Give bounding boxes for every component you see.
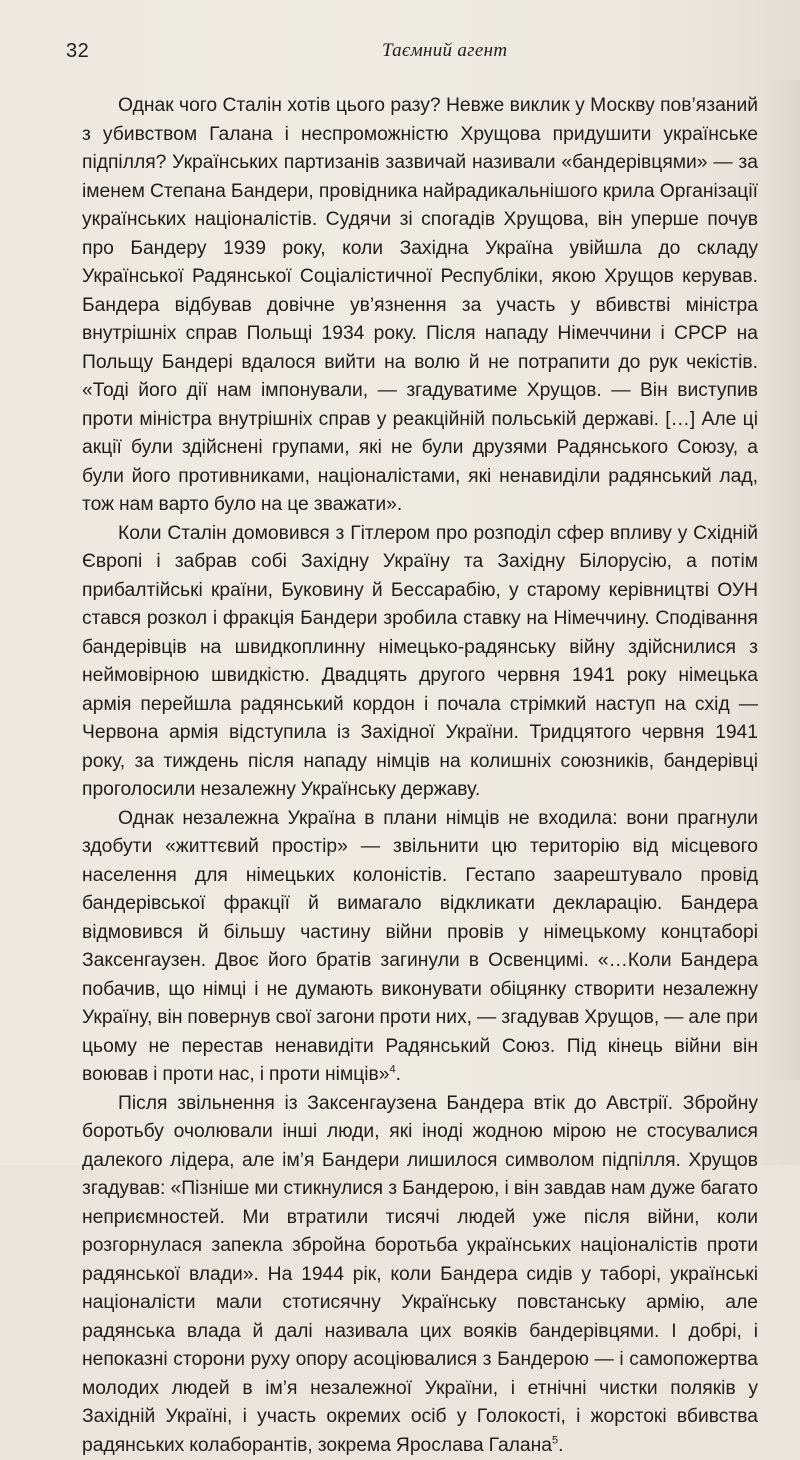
footnote-marker: 5 xyxy=(552,1434,558,1446)
paragraph: Однак незалежна Україна в плани німців не входила: вони прагнули здобути «життєвий простір» — звільнити цю територію від місцевого населення для німецьких колоністів. Гестапо заарештувало провід бандерівської фракції й вимагало відкликати декларацію. Бандера відмовився й більшу частину війни провів у німецькому концтаборі Заксенгаузен. Двоє його братів загинули в Освенцимі. «…Коли Бандера побачив, що німці і не думають виконувати обіцянку створити незалежну Україну, він повернув свої загони проти них, — згадував Хрущов, — але при цьому не перестав ненавидіти Радянський Союз. Під кінець війни він воював і проти нас, і проти німців»$^4$. xyxy=(82,805,758,1090)
page-header xyxy=(52,38,760,70)
page-edge-shade xyxy=(766,80,800,1080)
paragraph-text: Після звільнення із Заксенгаузена Бандера втік до Австрії. Збройну боротьбу очолювали інші люди, які іноді жодною мірою не стосувалися далекого лідера, але ім’я Бандери лишилося символом підпілля. Хрущов згадував: «Пізніше ми стикнулися з Бандерою, і він завдав нам дуже багато неприємностей. Ми втратили тисячі людей уже після війни, коли розгорнулася запекла збройна боротьба українських націоналістів проти радянської влади». На 1944 рік, коли Бандера сидів у таборі, українські націоналісти мали стотисячну Українську повстанську армію, але радянська влада й далі називала цих вояків бандерівцями. І добрі, і непоказні сторони руху опору асоціювалися з Бандерою — і самопожертва молодих людей в ім’я незалежної України, і етнічні чистки поляків у Західній Україні, і участь окремих осіб у Голокості, і жорстокі вбивства радянських колаборантів, зокрема Ярослава Галана xyxy=(82,1093,758,1456)
paragraph: Після звільнення із Заксенгаузена Бандера втік до Австрії. Збройну боротьбу очолювали інші люди, які іноді жодною мірою не стосувалися далекого лідера, але ім’я Бандери лишилося символом підпілля. Хрущов згадував: «Пізніше ми стикнулися з Бандерою, і він завдав нам дуже багато неприємностей. Ми втратили тисячі людей уже після війни, коли розгорнулася запекла збройна боротьба українських націоналістів проти радянської влади». На 1944 рік, коли Бандера сидів у таборі, українські націоналісти мали стотисячну Українську повстанську армію, але радянська влада й далі називала цих вояків бандерівцями. І добрі, і непоказні сторони руху опору асоціювалися з Бандерою — і самопожертва молодих людей в ім’я незалежної України, і етнічні чистки поляків у Західній Україні, і участь окремих осіб у Голокості, і жорстокі вбивства радянських колаборантів, зокрема Ярослава Галана$^5$. xyxy=(82,1090,758,1460)
paragraph-text: Однак чого Сталін хотів цього разу? Невже виклик у Москву пов’язаний з убивством Галана і неспроможністю Хрущова придушити українське підпілля? Українських партизанів зазвичай називали «бандерівцями» — за іменем Степана Бандери, провідника найрадикальнішого крила Організації українських націоналістів. Судячи зі спогадів Хрущова, він уперше почув про Бандеру 1939 року, коли Західна Україна увійшла до складу Української Радянської Соціалістичної Республіки, якою Хрущов керував. Бандера відбував довічне ув’язнення за участь у вбивстві міністра внутрішніх справ Польщі 1934 року. Після нападу Німеччини і СРСР на Польщу Бандері вдалося вийти на волю й не потрапити до рук чекістів. «Тоді його дії нам імпонували, — згадуватиме Хрущов. — Він виступив проти міністра внутрішніх справ у реакційній польській державі. […] Але ці акції були здійснені групами, які не були друзями Радянського Союзу, а були його противниками, націоналістами, які ненавиділи радянський лад, тож нам варто було на це зважати». xyxy=(82,95,758,515)
paragraph xyxy=(82,520,758,805)
paragraph xyxy=(82,92,758,520)
paragraph-text: Коли Сталін домовився з Гітлером про розподіл сфер впливу у Східній Європі і забрав собі Західну Україну та Західну Білорусію, а потім прибалтійські країни, Буковину й Бессарабію, у старому керівництві ОУН стався розкол і фракція Бандери зробила ставку на Німеччину. Сподівання бандерівців на швидкоплинну німецько-радянську війну здійснилися з неймовірною швидкістю. Двадцять другого червня 1941 року німецька армія перейшла радянський кордон і почала стрімкий наступ на схід — Червона армія відступила із Західної України. Тридцятого червня 1941 року, за тиждень після нападу німців на колишніх союзників, бандерівці проголосили незалежну Українську державу. xyxy=(82,523,758,801)
footnote-marker: 4 xyxy=(390,1064,396,1076)
paragraph-text: Однак незалежна Україна в плани німців не входила: вони прагнули здобути «життєвий простір» — звільнити цю територію від місцевого населення для німецьких колоністів. Гестапо заарештувало провід бандерівської фракції й вимагало відкликати декларацію. Бандера відмовився й більшу частину війни провів у німецькому концтаборі Заксенгаузен. Двоє його братів загинули в Освенцимі. «…Коли Бандера побачив, що німці і не думають виконувати обіцянку створити незалежну Україну, він повернув свої загони проти них, — згадував Хрущов, — але при цьому не перестав ненавидіти Радянський Союз. Під кінець війни він воював і проти нас, і проти німців» xyxy=(82,808,758,1086)
running-title: Таємний агент xyxy=(382,40,507,62)
body-text xyxy=(82,92,758,1460)
page-number: 32 xyxy=(66,40,89,63)
